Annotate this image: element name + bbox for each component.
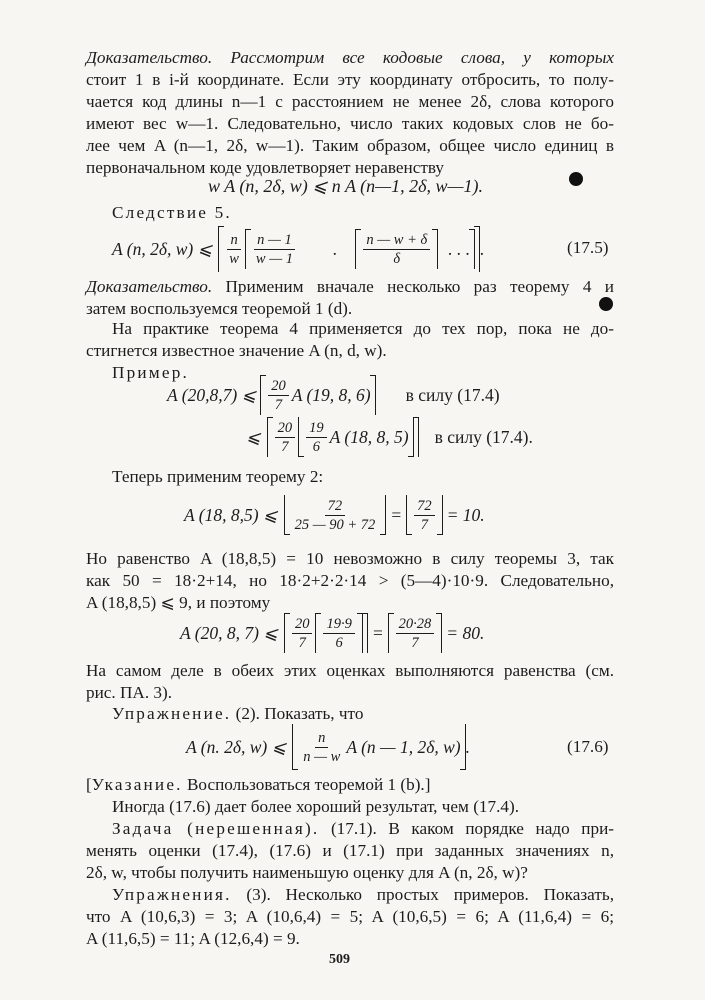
practice-line-1: На практике теорема 4 применяется до тех пор, пока не до-	[112, 319, 614, 338]
ceil-ex1: $\frac{20}{7}$ A (19, 8, 6)	[260, 375, 375, 415]
counter-line-2: как 50 = 18·2+14, но 18·2+2·2·14 > (5—4)·10·9. Следовательно,	[86, 571, 614, 590]
eq-label-17-6: (17.6)	[567, 737, 609, 756]
corollary-5-title: Следствие 5.	[112, 203, 232, 222]
problem-line-2: менять оценки (17.4), (17.6) и (17.1) при заданных значениях n,	[86, 841, 614, 860]
example-line-3: A (18, 8,5) ⩽ $\frac{72}{25 — 90 + 72}$ = $\frac{72}{7}$ = 10.	[184, 496, 485, 534]
exercise-2-line: Упражнение. (2). Показать, что	[112, 704, 364, 723]
floor-ex3b: $\frac{72}{7}$	[406, 495, 443, 535]
inequality-1: w A (n, 2δ, w) ⩽ n A (n—1, 2δ, w—1).	[208, 176, 484, 196]
qed-mark	[599, 297, 613, 311]
qed-mark	[569, 172, 583, 186]
ceil-inner: $\frac{n — 1}{w — 1}$ . $\frac{n — w + \delta}{\delta}$ . . .	[245, 229, 475, 269]
proof1-line-1: Доказательство. Рассмотрим все кодовые слова, у которых	[86, 48, 614, 67]
example-line-1: A (20,8,7) ⩽ $\frac{20}{7}$ A (19, 8, 6) в силу (17.4)	[167, 378, 500, 412]
problem-line-1: Задача (нерешенная). (17.1). В каком порядке надо при-	[112, 819, 614, 838]
proof2-line-1: Доказательство. Применим вначале несколько раз теорему 4 и	[86, 277, 614, 296]
sometimes-line: Иногда (17.6) дает более хороший результат, чем (17.4).	[112, 797, 520, 816]
proof1-line-5: лее чем A (n—1, 2δ, w—1). Таким образом, общее число единиц в	[86, 136, 614, 155]
floor-eq176: $\frac{n}{n — w}$ A (n — 1, 2δ, w)	[292, 724, 465, 770]
practice-line-2: стигнется известное значение A (n, d, w).	[86, 341, 387, 360]
frac-nwd-d: $\frac{n — w + \delta}{\delta}$	[363, 232, 430, 267]
exercises-3-line-2: что A (10,6,3) = 3; A (10,6,4) = 5; A (10,6,5) = 6; A (11,6,4) = 6;	[86, 907, 614, 926]
exercises-3-line-3: A (11,6,5) = 11; A (12,6,4) = 9.	[86, 929, 300, 948]
reality-line-2: рис. ПА. 3).	[86, 683, 173, 702]
proof2-line-2: затем воспользуемся теоремой 1 (d).	[86, 299, 353, 318]
eq-label-17-5: (17.5)	[567, 238, 609, 257]
counter-line-3: A (18,8,5) ⩽ 9, и поэтому	[86, 593, 271, 612]
frac-n-w: $\frac{n}{w}$	[229, 231, 239, 267]
page-number: 509	[329, 952, 350, 967]
frac-n1-w1: $\frac{n — 1}{w — 1}$	[255, 231, 293, 267]
example-line-4: A (20, 8, 7) ⩽ $\frac{20}{7}$ $\frac{19\cdot 9}{6}$ = $\frac{20\cdot 28}{7}$ = 80.	[180, 614, 484, 652]
proof1-line-6: первоначальном коде удовлетворяет неравенству	[86, 158, 445, 177]
floor-ex3: $\frac{72}{25 — 90 + 72}$	[284, 495, 387, 535]
eq175-lhs: A (n, 2δ, w) ⩽	[112, 239, 213, 259]
ceil-ex4: $\frac{20}{7}$ $\frac{19\cdot 9}{6}$	[284, 613, 368, 653]
ceil-ex2: $\frac{20}{7}$ $\frac{19}{6}$ A (18, 8, 5)	[267, 417, 419, 457]
ceil-outer	[218, 226, 480, 272]
proof1-line-2: стоит 1 в i-й координате. Если эту координату отбросить, то полу-	[86, 70, 614, 89]
ceil-ex4-inner: $\frac{19\cdot 9}{6}$	[315, 613, 362, 653]
ceil-innermost	[355, 229, 438, 269]
equation-17-5: A (n, 2δ, w) ⩽ $\frac{n}{w}$ $\frac{n — 1}{w — 1}$ . $\frac{n — w + \delta}{\delta}$ . . . .	[112, 227, 484, 271]
problem-line-3: 2δ, w, чтобы получить наименьшую оценку для A (n, 2δ, w)?	[86, 863, 528, 882]
theorem2-line: Теперь применим теорему 2:	[112, 467, 324, 486]
example-title: Пример.	[112, 363, 189, 382]
equation-17-6: A (n. 2δ, w) ⩽ $\frac{n}{n — w}$ A (n — 1, 2δ, w) .	[186, 726, 470, 768]
reality-line-1: На самом деле в обеих этих оценках выполняются равенства (см.	[86, 661, 614, 680]
hint-line: [Указание. Воспользоваться теоремой 1 (b).]	[86, 775, 431, 794]
example-line-2: ⩽ $\frac{20}{7}$ $\frac{19}{6}$ A (18, 8, 5) в силу (17.4).	[246, 418, 533, 456]
exercises-3-line-1: Упражнения. (3). Несколько простых примеров. Показать,	[112, 885, 614, 904]
ceil-ex4b: $\frac{20\cdot 28}{7}$	[388, 613, 443, 653]
proof1-line-3: чается код длины n—1 с расстоянием не менее 2δ, слова которого	[86, 92, 614, 111]
proof1-line-4: имеют вес w—1. Следовательно, число таких кодовых слов не бо-	[86, 114, 614, 133]
counter-line-1: Но равенство A (18,8,5) = 10 невозможно в силу теоремы 3, так	[86, 549, 614, 568]
floor-ex2: $\frac{19}{6}$ A (18, 8, 5)	[298, 417, 413, 457]
